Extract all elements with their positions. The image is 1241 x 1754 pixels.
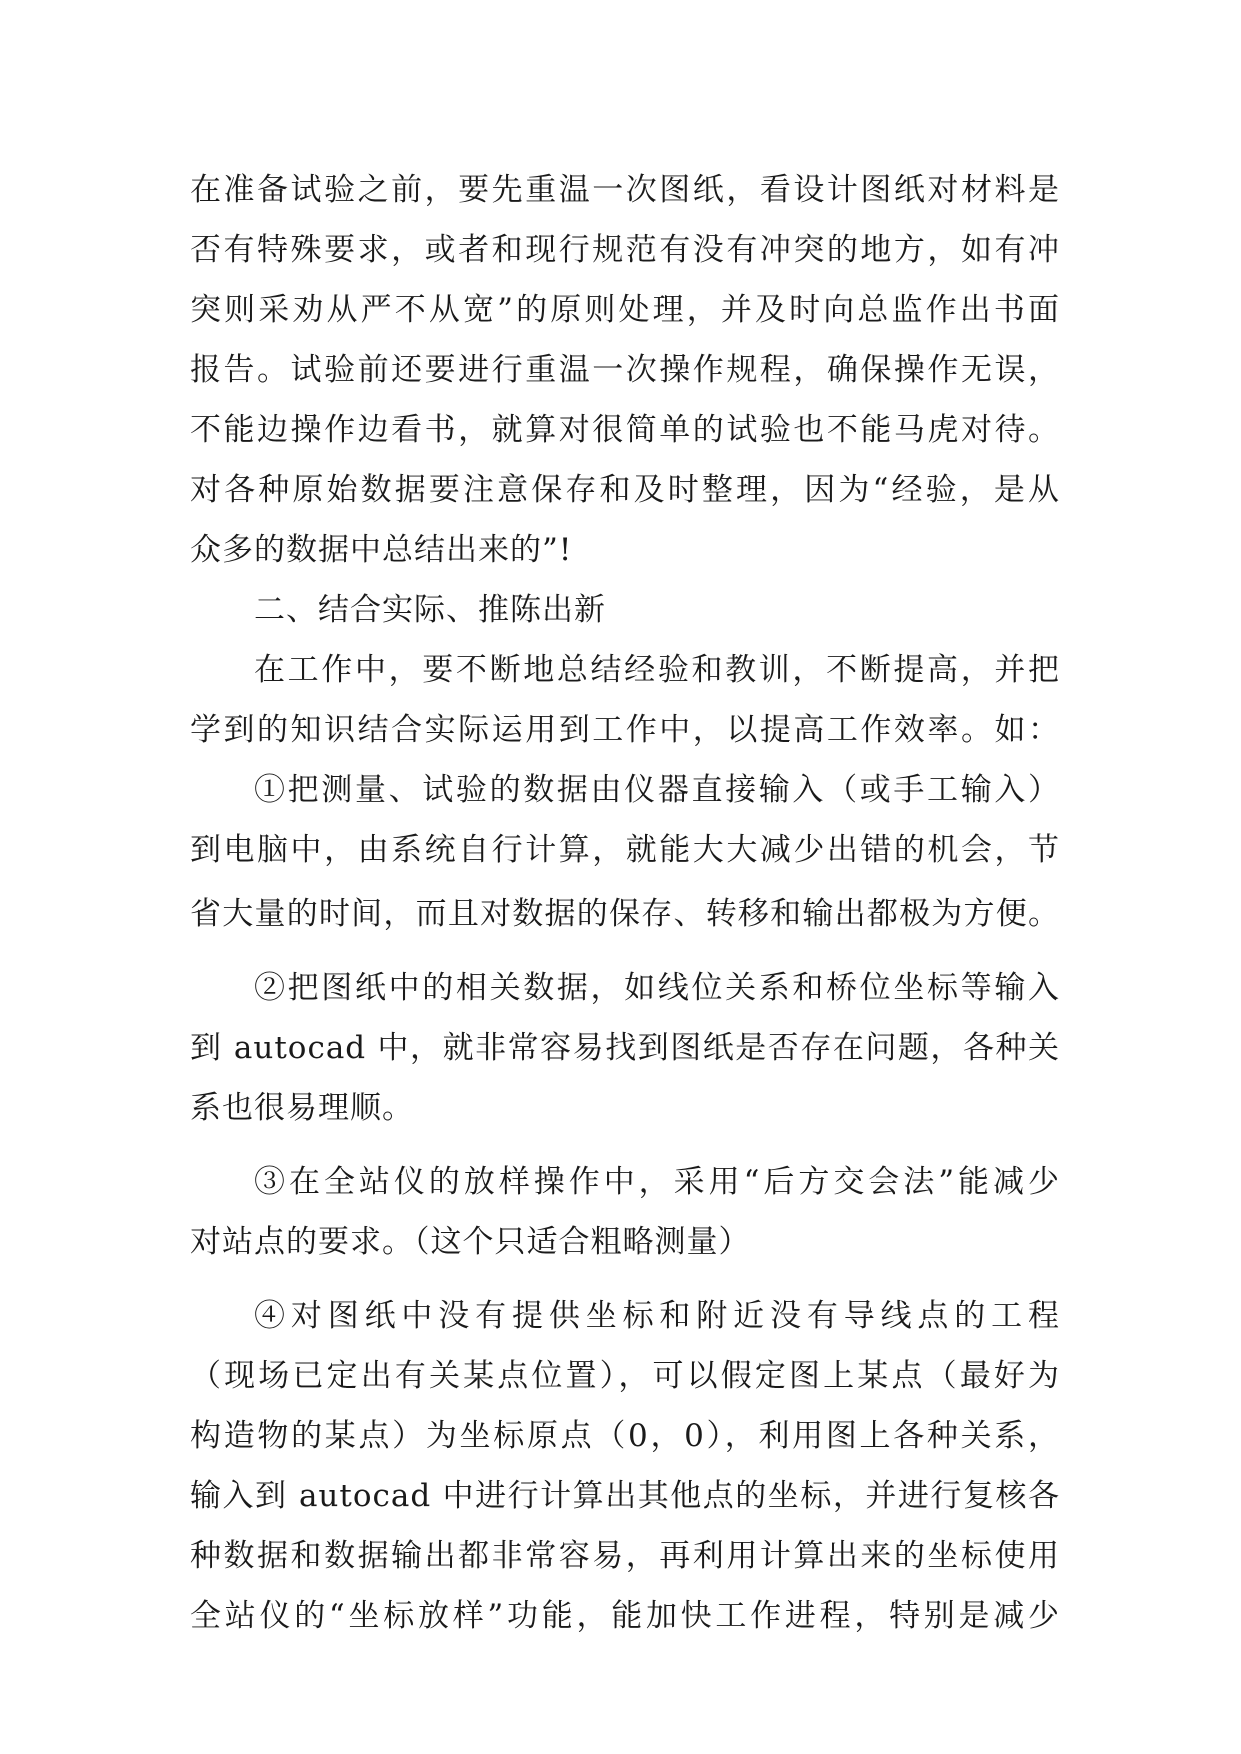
- section-heading: 二、结合实际、推陈出新: [254, 592, 606, 628]
- text-line: ④对图纸中没有提供坐标和附近没有导线点的工程: [254, 1298, 1060, 1334]
- text-line: 省大量的时间，而且对数据的保存、转移和输出都极为方便。: [190, 896, 1060, 932]
- text-line: ②把图纸中的相关数据，如线位关系和桥位坐标等输入: [254, 970, 1060, 1006]
- text-line: 到 autocad 中，就非常容易找到图纸是否存在问题，各种关: [190, 1030, 1060, 1066]
- text-line: 输入到 autocad 中进行计算出其他点的坐标，并进行复核各: [190, 1478, 1060, 1514]
- text-line: 系也很易理顺。: [190, 1090, 414, 1126]
- document-body: [190, 160, 1060, 1646]
- text-line: 在准备试验之前，要先重温一次图纸，看设计图纸对材料是: [190, 172, 1060, 208]
- text-line: 众多的数据中总结出来的”!: [190, 532, 573, 568]
- text-line: 构造物的某点）为坐标原点（0，0），利用图上各种关系，: [190, 1418, 1060, 1454]
- text-line: 种数据和数据输出都非常容易，再利用计算出来的坐标使用: [190, 1538, 1060, 1574]
- text-line: 突则采劝从严不从宽”的原则处理，并及时向总监作出书面: [190, 292, 1060, 328]
- text-line: 报告。试验前还要进行重温一次操作规程，确保操作无误，: [190, 352, 1060, 388]
- text-line: 学到的知识结合实际运用到工作中，以提高工作效率。如：: [190, 712, 1060, 748]
- text-line: 到电脑中，由系统自行计算，就能大大减少出错的机会，节: [190, 832, 1060, 868]
- text-line: 对站点的要求。（这个只适合粗略测量）: [190, 1224, 751, 1260]
- text-line: ③在全站仪的放样操作中，采用“后方交会法”能减少: [254, 1164, 1060, 1200]
- text-line: ①把测量、试验的数据由仪器直接输入（或手工输入）: [254, 772, 1060, 808]
- text-line: 在工作中，要不断地总结经验和教训，不断提高，并把: [254, 652, 1060, 688]
- text-line: 否有特殊要求，或者和现行规范有没有冲突的地方，如有冲: [190, 232, 1060, 268]
- text-line: （现场已定出有关某点位置），可以假定图上某点（最好为: [190, 1358, 1060, 1394]
- text-line: 不能边操作边看书，就算对很简单的试验也不能马虎对待。: [190, 412, 1060, 448]
- text-line: 对各种原始数据要注意保存和及时整理，因为“经验，是从: [190, 472, 1060, 508]
- text-line: 全站仪的“坐标放样”功能，能加快工作进程，特别是减少: [190, 1598, 1060, 1634]
